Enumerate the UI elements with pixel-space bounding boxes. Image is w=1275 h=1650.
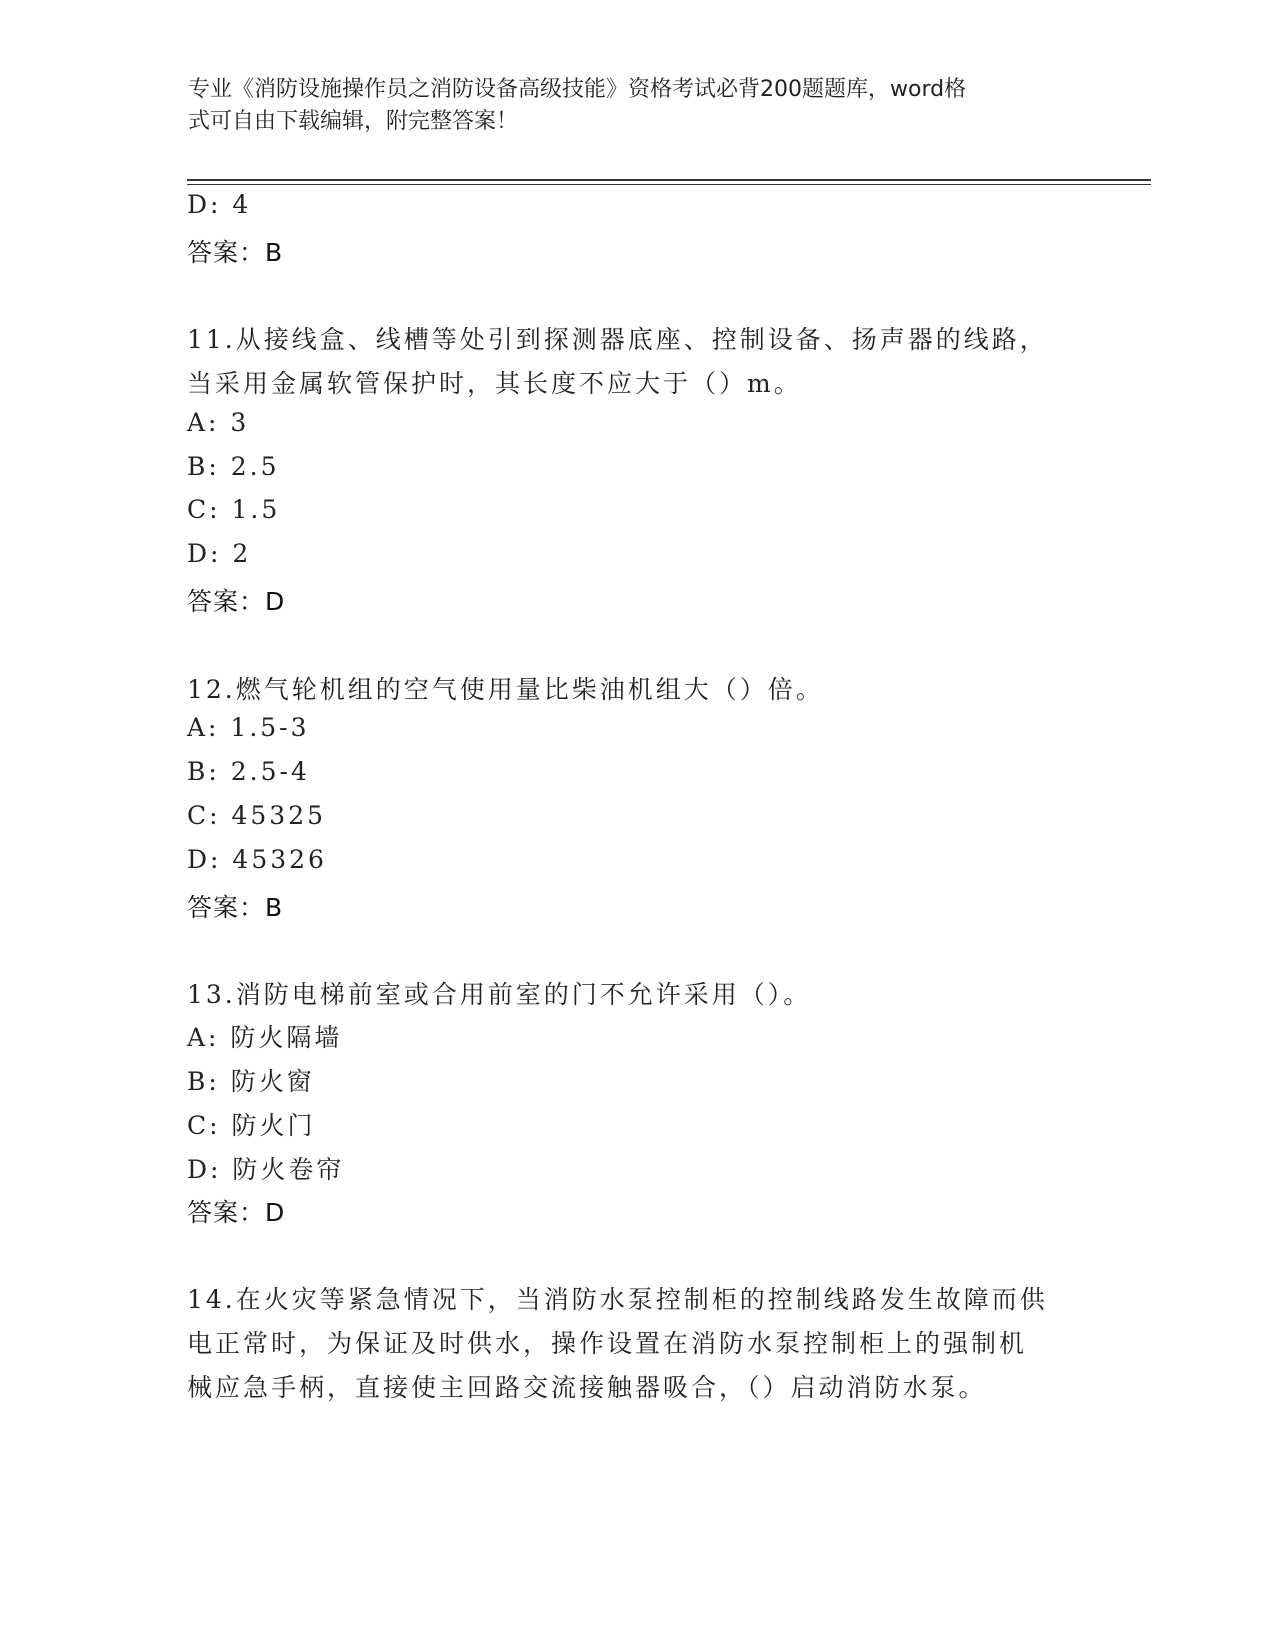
header-line-2: 式可自由下载编辑，附完整答案！ xyxy=(188,109,519,134)
question-stem-line: 13.消防电梯前室或合用前室的门不允许采用（）。 xyxy=(187,980,812,1009)
option-a: A: 3 xyxy=(187,408,250,437)
answer-label: 答案：D xyxy=(187,587,286,616)
option-d: D: 防火卷帘 xyxy=(187,1155,345,1184)
option-d: D: 45326 xyxy=(187,845,327,874)
header-divider-thin xyxy=(187,184,1151,185)
question-stem-line: 12.燃气轮机组的空气使用量比柴油机组大（）倍。 xyxy=(187,675,824,704)
option-b: B: 防火窗 xyxy=(187,1067,315,1096)
option-c: C: 45325 xyxy=(187,801,327,830)
question-stem-line: 11.从接线盒、线槽等处引到探测器底座、控制设备、扬声器的线路， xyxy=(187,325,1048,354)
option-a: A: 防火隔墙 xyxy=(187,1023,343,1052)
option-d: D: 2 xyxy=(187,539,252,568)
prev-option-d: D: 4 xyxy=(187,190,252,219)
header-divider-thick xyxy=(187,179,1151,181)
header-line-1: 专业《消防设施操作员之消防设备高级技能》资格考试必背200题题库，word格 xyxy=(188,77,967,102)
option-b: B: 2.5 xyxy=(187,452,280,481)
option-c: C: 1.5 xyxy=(187,495,281,524)
question-stem-line: 电正常时，为保证及时供水，操作设置在消防水泵控制柜上的强制机 xyxy=(187,1329,1028,1358)
prev-answer: 答案：B xyxy=(187,238,284,267)
question-stem-line: 14.在火灾等紧急情况下，当消防水泵控制柜的控制线路发生故障而供 xyxy=(187,1285,1048,1314)
question-stem-line: 械应急手柄，直接使主回路交流接触器吸合，（）启动消防水泵。 xyxy=(187,1373,987,1402)
option-b: B: 2.5-4 xyxy=(187,757,310,786)
answer-label: 答案：D xyxy=(187,1198,286,1227)
option-c: C: 防火门 xyxy=(187,1111,316,1140)
answer-label: 答案：B xyxy=(187,893,284,922)
option-a: A: 1.5-3 xyxy=(187,713,310,742)
document-header xyxy=(188,74,1068,138)
question-stem-line: 当采用金属软管保护时，其长度不应大于（）m。 xyxy=(187,369,802,398)
